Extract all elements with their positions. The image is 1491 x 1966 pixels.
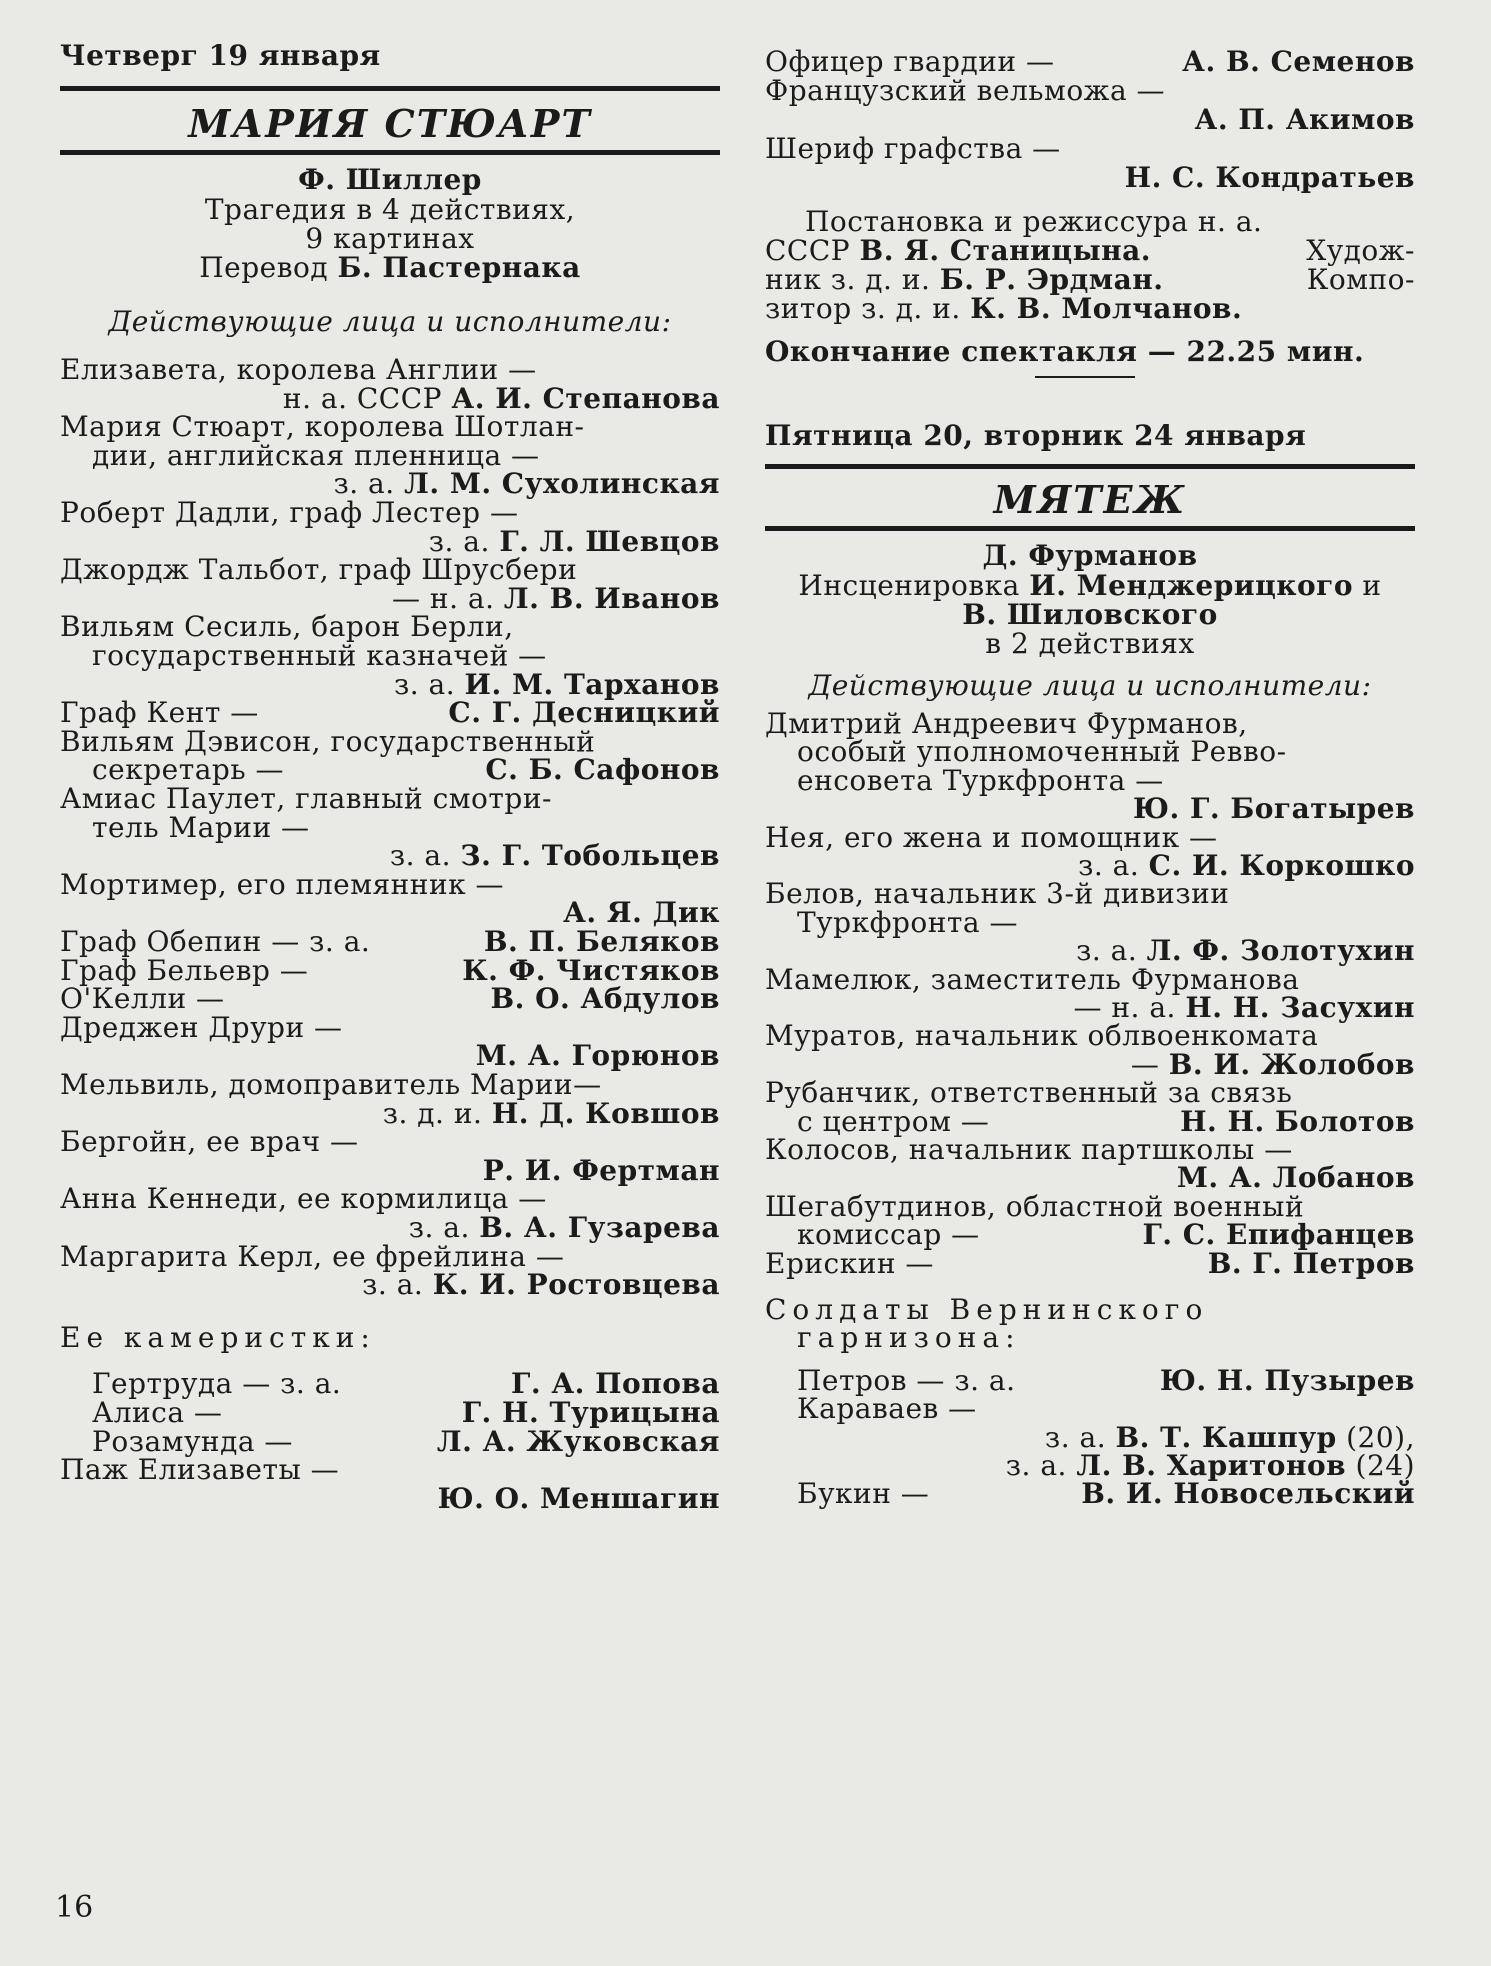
- role-name: Рубанчик, ответственный за связь: [765, 1076, 1293, 1110]
- role-name: Мельвиль, домоправитель Марии—: [60, 1068, 602, 1101]
- actor-name: А. Я. Дик: [563, 896, 720, 930]
- role-name: Анна Кеннеди, ее кормилица —: [60, 1182, 547, 1216]
- role-name: дии, английская пленница —: [92, 438, 540, 472]
- play-author-2: Д. Фурманов: [982, 539, 1198, 572]
- cast-heading-2: Действующие лица и исполнители:: [808, 669, 1372, 702]
- actor-title: н. а. СССР: [282, 381, 442, 415]
- role-name: Дреджен Друри —: [60, 1010, 343, 1044]
- adaptation-and: и: [1362, 569, 1382, 602]
- cast-line: [765, 1246, 1415, 1282]
- cast-line: [765, 1476, 1415, 1512]
- role-name: секретарь —: [92, 753, 284, 787]
- artist-name: Б. Р. Эрдман.: [939, 263, 1164, 296]
- performance-date: Четверг 19 января: [60, 39, 381, 72]
- play-title: МАРИЯ СТЮАРТ: [188, 101, 592, 146]
- role-name: Джордж Тальбот, граф Шрусбери: [60, 553, 578, 587]
- actor-name: Н. Д. Ковшов: [491, 1096, 720, 1130]
- title-rule-bottom-2: [765, 526, 1415, 531]
- role-name: Розамунда —: [92, 1424, 293, 1458]
- actor-title: — н. а.: [1073, 991, 1176, 1024]
- credits-artist-label: Худож-: [1306, 234, 1415, 267]
- actor-title: з. а.: [1078, 849, 1140, 882]
- role-name: Колосов, начальник партшколы —: [765, 1133, 1293, 1166]
- role-name: Ерискин —: [765, 1246, 934, 1280]
- adapter-name-2: В. Шиловского: [962, 598, 1218, 631]
- actor-name: К. И. Ростовцева: [432, 1268, 720, 1302]
- role-name: с центром —: [797, 1104, 990, 1138]
- actor-title: з. а.: [1076, 934, 1138, 968]
- role-name: Петров — з. а.: [797, 1363, 1016, 1397]
- actor-name: Л. В. Иванов: [503, 581, 720, 615]
- credits-title: СССР: [765, 234, 851, 267]
- role-name: Французский вельможа —: [765, 74, 1166, 107]
- actor-name: Ю. Н. Пузырев: [1159, 1363, 1415, 1397]
- role-name: Вильям Дэвисон, государственный: [60, 724, 596, 758]
- actor-title: з. д. и.: [382, 1096, 483, 1130]
- title-rule-bottom: [60, 150, 720, 155]
- credits-artist-title: ник з. д. и.: [765, 263, 931, 296]
- actor-name: Ю. О. Меншагин: [437, 1481, 720, 1515]
- composer-name: К. В. Молчанов.: [970, 292, 1243, 325]
- role-name: Мария Стюарт, королева Шотлан-: [60, 410, 585, 444]
- genre-line-2: 9 картинах: [305, 222, 475, 255]
- actor-title: з. а.: [393, 667, 456, 701]
- actor-name: Н. С. Кондратьев: [1124, 161, 1415, 194]
- role-name: Туркфронта —: [797, 905, 1019, 939]
- actor-name: Л. А. Жуковская: [436, 1424, 720, 1458]
- role-name: Бергойн, ее врач —: [60, 1125, 359, 1159]
- genre-line-1: Трагедия в 4 действиях,: [204, 193, 576, 226]
- role-name: особый уполномоченный Ревво-: [797, 735, 1287, 769]
- actor-title: з. а.: [428, 524, 490, 558]
- adapter-name-1: И. Менджерицкого: [1029, 569, 1353, 602]
- date-suffix: (20),: [1346, 1420, 1415, 1454]
- role-name: Мамелюк, заместитель Фурманова: [765, 962, 1300, 996]
- actor-name: Л. Ф. Золотухин: [1146, 934, 1415, 968]
- actor-name: В. И. Новосельский: [1081, 1477, 1415, 1511]
- actor-title: з. а.: [1044, 1420, 1107, 1454]
- cast-line: [60, 1481, 720, 1517]
- actor-name: В. О. Абдулов: [490, 982, 720, 1016]
- actor-name: В. И. Жолобов: [1168, 1047, 1415, 1081]
- actor-name: В. Т. Кашпур: [1115, 1420, 1337, 1454]
- role-name: Роберт Дадли, граф Лестер —: [60, 496, 519, 529]
- role-name: Мортимер, его племянник —: [60, 867, 505, 901]
- role-name: Караваев —: [797, 1392, 977, 1426]
- actor-title: з. а.: [1005, 1449, 1067, 1482]
- actor-title: з. а.: [389, 839, 451, 873]
- acts-line: в 2 действиях: [985, 627, 1195, 660]
- actor-title: —: [1130, 1047, 1160, 1081]
- role-name: комиссар —: [797, 1218, 980, 1252]
- director-name: В. Я. Станицына.: [859, 234, 1152, 267]
- cast-line: [60, 1320, 720, 1356]
- credits-staging: Постановка и режиссура н. а.: [805, 205, 1263, 238]
- title-rule-top-2: [765, 464, 1415, 469]
- role-name: О'Келли —: [60, 982, 225, 1016]
- actor-title: з. а.: [362, 1268, 424, 1302]
- actor-name: А. И. Степанова: [451, 381, 720, 415]
- actor-name: М. А. Горюнов: [475, 1039, 720, 1073]
- role-name: Маргарита Керл, ее фрейлина —: [60, 1239, 565, 1273]
- role-name: Нея, его жена и помощник —: [765, 820, 1218, 854]
- role-name: Алиса —: [92, 1396, 223, 1429]
- actor-name: И. М. Тарханов: [464, 667, 720, 701]
- actor-name: Г. А. Попова: [510, 1367, 720, 1401]
- page-number: 16: [55, 1890, 94, 1925]
- actor-name: С. Б. Сафонов: [485, 753, 720, 787]
- role-name: Амиас Паулет, главный смотри-: [60, 782, 552, 815]
- actor-name: Г. Л. Шевцов: [499, 524, 720, 558]
- actor-name: С. И. Коркошко: [1148, 849, 1415, 882]
- role-name: Граф Обепин — з. а.: [60, 925, 371, 958]
- credits-line-4: [765, 291, 1415, 327]
- actor-name: В. П. Беляков: [483, 925, 720, 958]
- play-title-2: МЯТЕЖ: [993, 477, 1187, 522]
- credits-composer-title: зитор з. д. и.: [765, 292, 961, 325]
- role-name: Паж Елизаветы —: [60, 1453, 340, 1487]
- translator-name: Б. Пастернака: [337, 251, 581, 284]
- section-heading: гарнизона:: [797, 1321, 1021, 1355]
- actor-name: Н. Н. Болотов: [1180, 1104, 1415, 1138]
- title-rule-top: [60, 86, 720, 91]
- translation-prefix: Перевод: [199, 251, 329, 284]
- role-name: Офицер гвардии —: [765, 45, 1055, 78]
- actor-name: Л. М. Сухолинская: [404, 467, 720, 501]
- actor-name: Р. И. Фертман: [482, 1153, 720, 1187]
- actor-name: К. Ф. Чистяков: [462, 953, 720, 987]
- actor-name: Ю. Г. Богатырев: [1132, 792, 1415, 826]
- role-name: Шегабутдинов, областной военный: [765, 1189, 1305, 1223]
- section-heading: Солдаты Вернинского: [765, 1293, 1209, 1326]
- actor-title: з. а.: [408, 1211, 470, 1244]
- actor-name: А. П. Акимов: [1194, 103, 1415, 136]
- actor-title: — н. а.: [392, 581, 495, 615]
- actor-name: М. А. Лобанов: [1176, 1161, 1415, 1195]
- performance-ending: Окончание спектакля — 22.25 мин.: [765, 335, 1365, 368]
- date-suffix: (24): [1355, 1449, 1415, 1482]
- actor-name: Г. С. Епифанцев: [1142, 1218, 1415, 1252]
- role-name: Муратов, начальник облвоенкомата: [765, 1019, 1319, 1053]
- actor-name: Л. В. Харитонов: [1076, 1449, 1347, 1482]
- role-name: Елизавета, королева Англии —: [60, 353, 537, 386]
- actor-name: С. Г. Десницкий: [448, 696, 720, 730]
- credits-composer-label: Компо-: [1306, 263, 1415, 296]
- cast-line: [765, 1320, 1415, 1356]
- role-name: Дмитрий Андреевич Фурманов,: [765, 707, 1248, 740]
- cast-line: [765, 160, 1415, 196]
- role-name: тель Марии —: [92, 810, 310, 844]
- translation-line: [60, 250, 720, 286]
- role-name: государственный казначей —: [92, 639, 547, 672]
- actor-name: А. В. Семенов: [1182, 45, 1415, 78]
- role-name: Букин —: [797, 1477, 930, 1511]
- cast-line: [60, 1267, 720, 1303]
- play-author: Ф. Шиллер: [298, 163, 482, 196]
- role-name: Гертруда — з. а.: [92, 1367, 342, 1401]
- actor-name: В. Г. Петров: [1207, 1246, 1415, 1280]
- role-name: Граф Бельевр —: [60, 953, 309, 987]
- separator: [1035, 376, 1135, 378]
- role-name: енсовета Туркфронта —: [797, 763, 1164, 797]
- role-name: Граф Кент —: [60, 696, 259, 730]
- adaptation-prefix: Инсценировка: [798, 569, 1020, 602]
- role-name: Вильям Сесиль, барон Берли,: [60, 610, 514, 644]
- actor-name: В. А. Гузарева: [479, 1211, 720, 1244]
- actor-title: з. а.: [333, 467, 395, 501]
- actor-name: Н. Н. Засухин: [1185, 991, 1415, 1024]
- section-heading: Ее камеристки:: [60, 1320, 376, 1354]
- actor-name: Г. Н. Турицына: [461, 1396, 720, 1429]
- role-name: Шериф графства —: [765, 132, 1061, 165]
- performance-date-2: Пятница 20, вторник 24 января: [765, 419, 1307, 452]
- role-name: Белов, начальник 3-й дивизии: [765, 877, 1230, 911]
- actor-name: З. Г. Тобольцев: [460, 839, 720, 873]
- cast-heading: Действующие лица и исполнители:: [108, 305, 672, 338]
